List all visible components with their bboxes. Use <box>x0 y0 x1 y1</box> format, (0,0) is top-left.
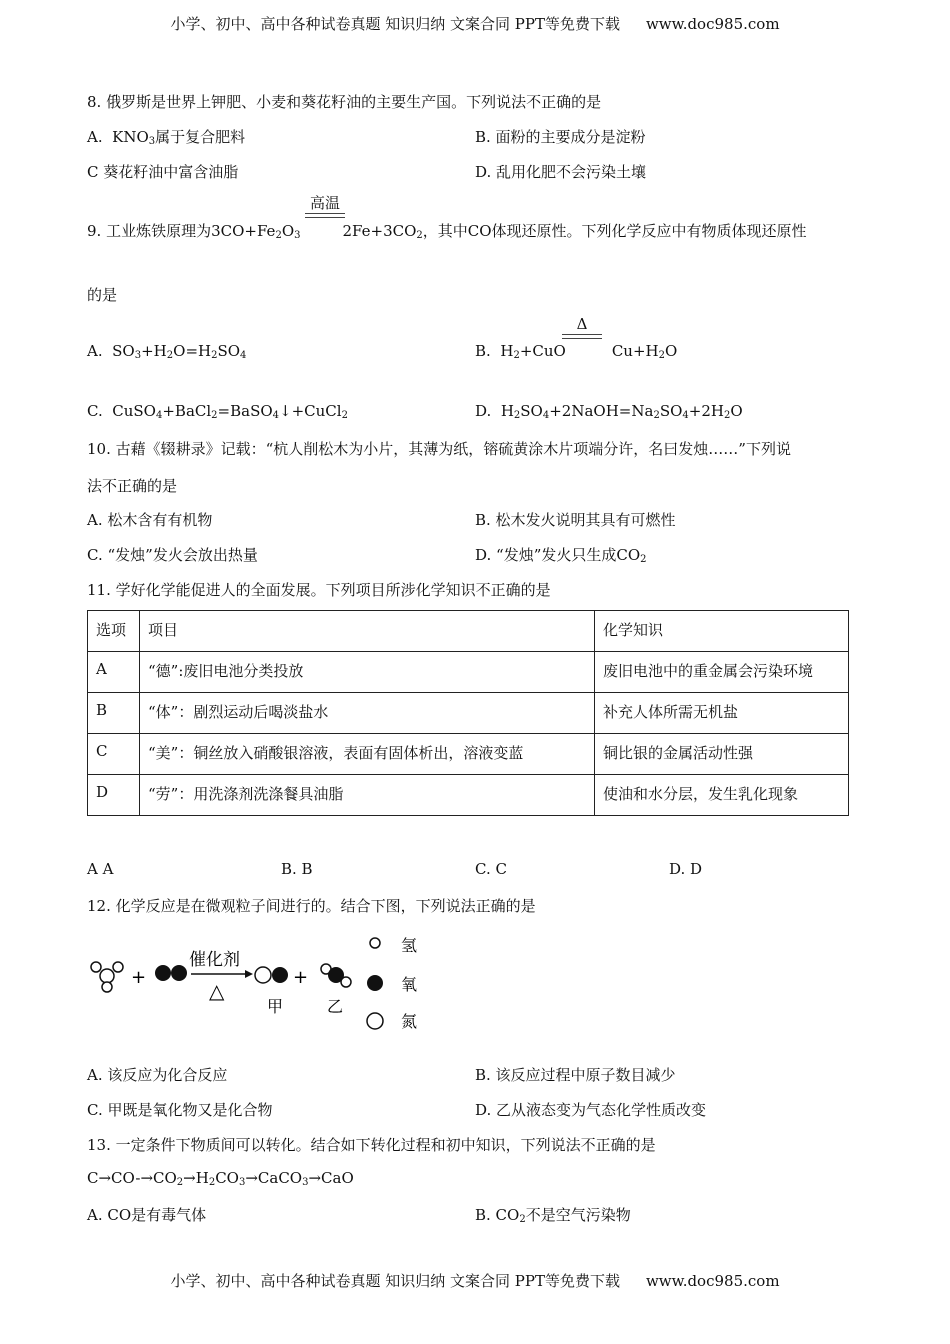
q11-option-b: B. B <box>281 860 313 878</box>
legend-oxygen-marker <box>367 975 383 991</box>
q11-option-c: C. C <box>475 860 507 878</box>
table-cell: D <box>88 775 140 816</box>
q9-stem: 9. 工业炼铁原理为$3CO+Fe_2O_3$ $2Fe+3CO_2$，其中CO体现还原性。下列化学反应中有物质体现还原性 <box>87 222 807 241</box>
table-header-cell: 项目 <box>140 611 595 652</box>
table-cell: 废旧电池中的重金属会污染环境 <box>595 652 849 693</box>
q9-condition-heat: Δ <box>562 315 602 339</box>
q13-option-a: A. CO是有毒气体 <box>87 1206 207 1224</box>
q12-reaction-diagram <box>85 930 430 1040</box>
reaction-arrow-head <box>245 970 253 978</box>
table-cell: “德”:废旧电池分类投放 <box>140 652 595 693</box>
q13-conversion-chain: $C\to CO-\to CO_2\to H_2CO_3\to CaCO_3\to CaO$ <box>87 1169 354 1188</box>
q12-stem: 12. 化学反应是在微观粒子间进行的。结合下图，下列说法正确的是 <box>87 897 536 915</box>
footer-site: www.doc985.com <box>645 1272 780 1290</box>
q8-option-a: A. $KNO_3$属于复合肥料 <box>87 128 246 147</box>
q8-option-d: D. 乱用化肥不会污染土壤 <box>475 163 647 181</box>
q10-option-b: B. 松木发火说明其具有可燃性 <box>475 511 676 529</box>
catalyst-label: 催化剂 <box>189 950 240 970</box>
page-footer <box>0 1270 950 1291</box>
product-yi-molecule <box>321 964 351 987</box>
q9-option-b: B. $H_2+CuO$ $Cu+H_2O$ <box>475 342 678 361</box>
q10-option-c: C. “发烛”发火会放出热量 <box>87 546 258 564</box>
q12-option-a: A. 该反应为化合反应 <box>87 1066 228 1084</box>
footer-text: 小学、初中、高中各种试卷真题 知识归纳 文案合同 PPT等免费下载 <box>170 1272 620 1290</box>
table-cell: 使油和水分层，发生乳化现象 <box>595 775 849 816</box>
q10-option-a: A. 松木含有有机物 <box>87 511 213 529</box>
q10-stem-line2: 法不正确的是 <box>87 477 178 495</box>
table-cell: B <box>88 693 140 734</box>
legend-nitrogen-label: 氮 <box>401 1012 418 1031</box>
table-header-cell: 选项 <box>88 611 140 652</box>
reactant-ammonia-molecule <box>91 962 123 992</box>
plus-sign: + <box>131 967 147 988</box>
page-header <box>0 13 950 34</box>
product-jia-molecule <box>255 967 288 983</box>
legend <box>367 936 417 1031</box>
table-cell: 铜比银的金属活动性强 <box>595 734 849 775</box>
table-row <box>88 652 849 693</box>
q8-option-b: B. 面粉的主要成分是淀粉 <box>475 128 646 146</box>
table-header-cell: 化学知识 <box>595 611 849 652</box>
table-cell: “劳”：用洗涤剂洗涤餐具油脂 <box>140 775 595 816</box>
table-cell: C <box>88 734 140 775</box>
q9-option-d: D. $H_2SO_4+2NaOH=Na_2SO_4+2H_2O$ <box>475 402 743 421</box>
q12-option-d: D. 乙从液态变为气态化学性质改变 <box>475 1101 707 1119</box>
q8-stem: 8. 俄罗斯是世界上钾肥、小麦和葵花籽油的主要生产国。下列说法不正确的是 <box>87 93 602 111</box>
q11-option-d: D. D <box>669 860 703 878</box>
q10-stem-line1: 10. 古藉《辍耕录》记载：“杭人削松木为小片，其薄为纸，镕硫黄涂木片项端分许，名曰发烛……”下列说 <box>87 440 791 458</box>
table-row <box>88 734 849 775</box>
table-cell: “体”：剧烈运动后喝淡盐水 <box>140 693 595 734</box>
table-header-row <box>88 611 849 652</box>
label-jia: 甲 <box>267 997 284 1016</box>
header-site: www.doc985.com <box>645 15 780 33</box>
heat-symbol: △ <box>209 979 225 1003</box>
header-text: 小学、初中、高中各种试卷真题 知识归纳 文案合同 PPT等免费下载 <box>170 15 620 33</box>
q9-stem-cont: 的是 <box>87 286 118 304</box>
q9-option-c: C. CuSO$_4$+BaCl$_2$=BaSO$_4$↓+CuCl$_2$ <box>87 402 348 421</box>
plus-sign-2: + <box>293 967 309 988</box>
legend-hydrogen-marker <box>370 938 380 948</box>
table-row <box>88 693 849 734</box>
label-yi: 乙 <box>327 997 344 1016</box>
q9-option-a: A. $SO_3+H_2O=H_2SO_4$ <box>87 342 247 361</box>
q13-option-b: B. $CO_2$不是空气污染物 <box>475 1206 631 1225</box>
q11-stem: 11. 学好化学能促进人的全面发展。下列项目所涉化学知识不正确的是 <box>87 581 551 599</box>
table-cell: A <box>88 652 140 693</box>
legend-oxygen-label: 氧 <box>401 975 418 994</box>
q11-table <box>87 610 849 816</box>
q10-option-d: D. “发烛”发火只生成$CO_2$ <box>475 546 647 565</box>
reactant-oxygen-molecule <box>155 965 187 981</box>
legend-nitrogen-marker <box>367 1013 383 1029</box>
q12-option-c: C. 甲既是氧化物又是化合物 <box>87 1101 273 1119</box>
q13-stem: 13. 一定条件下物质间可以转化。结合如下转化过程和初中知识，下列说法不正确的是 <box>87 1136 656 1154</box>
legend-hydrogen-label: 氢 <box>401 936 418 955</box>
q8-option-c: C 葵花籽油中富含油脂 <box>87 163 239 181</box>
table-cell: “美”：铜丝放入硝酸银溶液，表面有固体析出，溶液变蓝 <box>140 734 595 775</box>
table-row <box>88 775 849 816</box>
q9-condition-high-temp: 高温 <box>305 194 345 218</box>
q12-option-b: B. 该反应过程中原子数目减少 <box>475 1066 676 1084</box>
table-cell: 补充人体所需无机盐 <box>595 693 849 734</box>
q11-option-a: A A <box>87 860 114 878</box>
